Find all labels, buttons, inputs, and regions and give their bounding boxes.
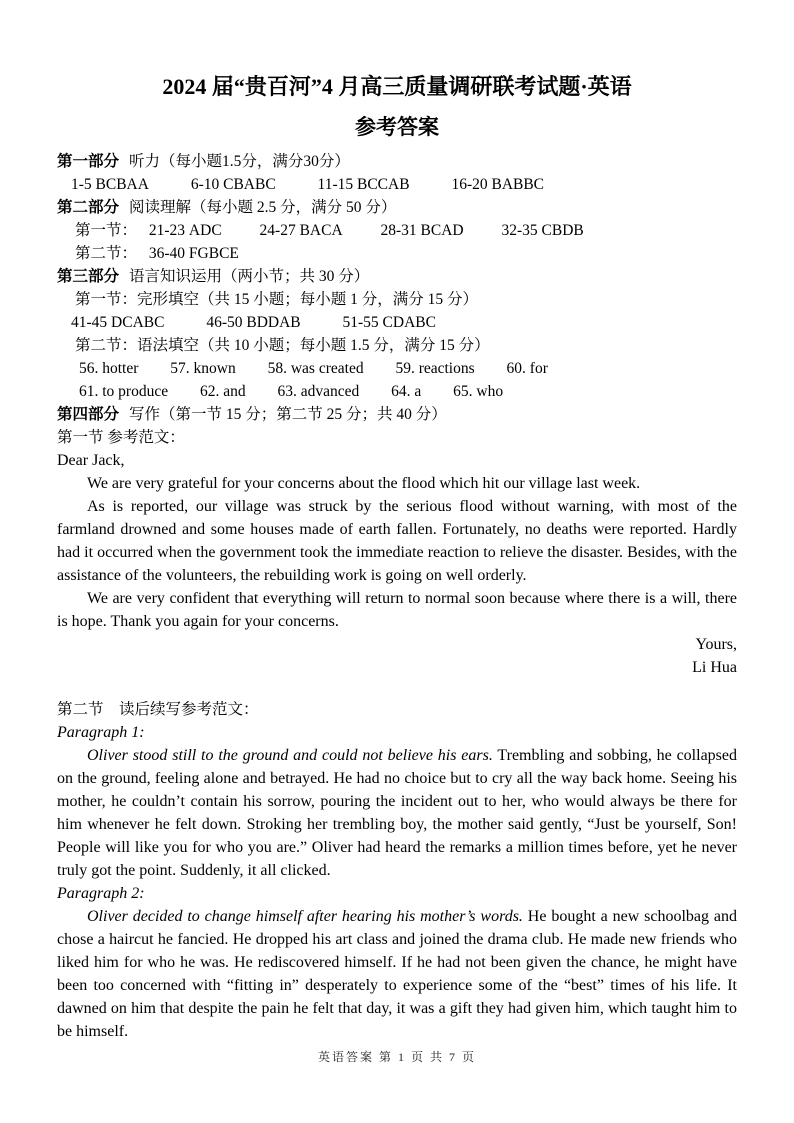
answer-key-block (57, 150, 737, 449)
answer-item: 59. reactions (395, 360, 475, 377)
answer-group: 41-45 DCABC (71, 314, 165, 331)
part4-heading (57, 403, 737, 426)
part2-label: 第二部分 (57, 199, 120, 216)
part3-section2-desc: 第二节：语法填空（共 10 小题；每小题 1.5 分，满分 15 分） (75, 337, 490, 354)
part2-section2-answers-row (57, 242, 737, 265)
part2-heading (57, 196, 737, 219)
answer-item: 62. and (199, 383, 246, 400)
part1-answers-row (57, 173, 737, 196)
answer-item: 61. to produce (79, 383, 169, 400)
letter-closing: Yours, (695, 636, 737, 653)
part1-label: 第一部分 (57, 153, 120, 170)
section1-prefix: 第一节： (75, 222, 138, 239)
answer-item: 63. advanced (277, 383, 360, 400)
part4-section2-title: 第二节 读后续写参考范文： (57, 701, 259, 718)
answer-item: 57. known (170, 360, 236, 377)
document-title: 2024 届“贵百河”4 月高三质量调研联考试题·英语 (162, 74, 632, 99)
part1-heading (57, 150, 737, 173)
paragraph2-lead-sentence: Oliver decided to change himself after hearing his mother’s words. (87, 908, 523, 925)
document-subtitle: 参考答案 (355, 116, 439, 139)
paragraph1-lead-sentence: Oliver stood still to the ground and could not believe his ears. (87, 747, 493, 764)
paragraph2-label: Paragraph 2: (57, 885, 145, 902)
answer-group: 28-31 BCAD (380, 222, 464, 239)
answer-group: 32-35 CBDB (501, 222, 584, 239)
paragraph1-text (57, 744, 737, 882)
paragraph1-body: Trembling and sobbing, he collapsed on the ground, feeling alone and betrayed. He had no choice but to cry all the way back home. Seeing his mother, he couldn’t contain his sorrow, pouring the incident out to her, who would always be there for him whenever he felt down. Stroking her trembling boy, the mother said gently, “Just be yourself, Son! People will like you for who you are.” Oliver had heard the remarks a million times before, yet he never truly got the point. Suddenly, it all clicked. (57, 747, 738, 879)
letter-paragraph-2: As is reported, our village was struck by the serious flood without warning, with most of the farmland drowned and some houses made of earth fallen. Fortunately, no deaths were reported. Hardly had it occurred when the government took the immediate reaction to relieve the disaster. Besides, with the assistance of the volunteers, the rebuilding work is going on well orderly. (57, 498, 737, 584)
answer-item: 65. who (453, 383, 504, 400)
part3-cloze-answers-row (57, 311, 737, 334)
part3-desc: 语言知识运用（两小节；共 30 分） (129, 268, 370, 285)
letter-paragraph-1: We are very grateful for your concerns about the flood which hit our village last week. (87, 475, 641, 492)
part3-section1-heading (57, 288, 737, 311)
answer-item: 60. for (506, 360, 548, 377)
section2-prefix: 第二节： (75, 245, 138, 262)
part3-heading (57, 265, 737, 288)
answer-item: 64. a (391, 383, 422, 400)
part4-section1-title (57, 426, 737, 449)
answer-group: 24-27 BACA (259, 222, 343, 239)
answer-group: 16-20 BABBC (451, 176, 545, 193)
letter-closing-block (57, 633, 737, 679)
page-footer: 英语答案 第 1 页 共 7 页 (317, 1050, 476, 1064)
answer-group: 51-55 CDABC (342, 314, 436, 331)
answer-item: 58. was created (267, 360, 364, 377)
answer-group: 21-23 ADC (148, 222, 222, 239)
letter-signature: Li Hua (692, 659, 737, 676)
answer-group: 11-15 BCCAB (317, 176, 410, 193)
part4-desc: 写作（第一节 15 分；第二节 25 分；共 40 分） (129, 406, 447, 423)
part4-section1-title-text: 第一节 参考范文： (57, 429, 185, 446)
model-letter (57, 449, 737, 679)
part1-desc: 听力（每小题1.5分，满分30分） (129, 153, 350, 170)
part2-section1-answers-row (57, 219, 737, 242)
answer-group: 36-40 FGBCE (148, 245, 239, 262)
part3-grammar-answers-row2 (57, 380, 737, 403)
answer-group: 6-10 CBABC (190, 176, 276, 193)
part4-label: 第四部分 (57, 406, 120, 423)
part3-grammar-answers-row1 (57, 357, 737, 380)
paragraph1-label: Paragraph 1: (57, 724, 145, 741)
letter-salutation: Dear Jack, (57, 452, 125, 469)
answer-group: 1-5 BCBAA (71, 176, 149, 193)
part3-section2-heading (57, 334, 737, 357)
paragraph2-body: He bought a new schoolbag and chose a haircut he fancied. He dropped his art class and joined the drama club. He made new friends who liked him for who he was. He rediscovered himself. If he had not been given the chance, he might have been too concerned with “fitting in” desperately to experience some of the “best” times of his life. It dawned on him that despite the pain he felt that day, it was a gift they had given him, which taught him to be himself. (57, 908, 737, 1040)
part3-label: 第三部分 (57, 268, 120, 285)
part3-section1-desc: 第一节：完形填空（共 15 小题；每小题 1 分，满分 15 分） (75, 291, 479, 308)
continuation-writing (57, 721, 737, 1043)
paragraph2-text (57, 905, 737, 1043)
part2-desc: 阅读理解（每小题 2.5 分，满分 50 分） (129, 199, 397, 216)
answer-group: 46-50 BDDAB (206, 314, 301, 331)
letter-paragraph-3: We are very confident that everything will return to normal soon because where there is a will, there is hope. Thank you again for your concerns. (57, 590, 737, 630)
answer-item: 56. hotter (79, 360, 139, 377)
